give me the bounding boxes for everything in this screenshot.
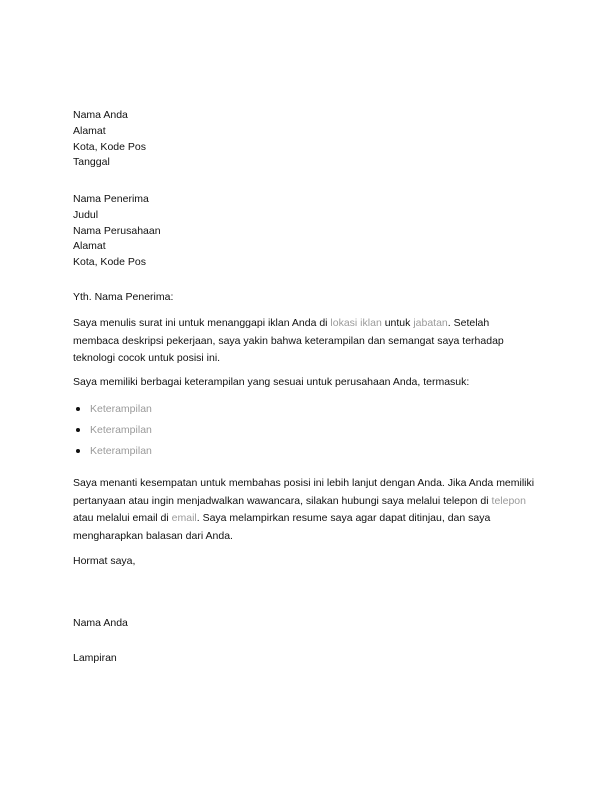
paragraph-closing bbox=[73, 475, 543, 545]
recipient-city: Kota, Kode Pos bbox=[73, 256, 146, 269]
list-item bbox=[73, 420, 553, 441]
enclosure-text: Lampiran bbox=[73, 652, 117, 664]
list-item bbox=[73, 441, 553, 462]
signature bbox=[73, 616, 553, 632]
paragraph-closing-text-3: . Saya melampirkan resume saya agar dapat ditinjau, dan saya mengharapkan balasan dari Anda. bbox=[73, 512, 491, 542]
sender-address: Alamat bbox=[73, 124, 106, 137]
recipient-title: Judul bbox=[73, 208, 99, 221]
bullet-icon bbox=[76, 407, 80, 411]
recipient-address: Alamat bbox=[73, 240, 106, 253]
enclosure bbox=[73, 651, 553, 667]
paragraph-intro-text-3: . Setelah membaca deskripsi pekerjaan, saya yakin bahwa keterampilan dan semangat saya terhadap teknologi cocok untuk posisi ini. bbox=[73, 317, 504, 364]
recipient-name: Nama Penerima bbox=[73, 193, 149, 205]
bullet-icon bbox=[76, 428, 80, 432]
salutation-text: Yth. Nama Penerima: bbox=[73, 291, 174, 303]
sender-name: Nama Anda bbox=[73, 109, 128, 121]
skill-text: Keterampilan bbox=[90, 403, 152, 415]
sender-block bbox=[73, 108, 553, 171]
skill-text: Keterampilan bbox=[90, 424, 152, 436]
salutation bbox=[73, 290, 553, 306]
bullet-icon bbox=[76, 449, 80, 453]
paragraph-closing-text-2: atau melalui email di bbox=[73, 512, 172, 524]
placeholder-phone: telepon bbox=[491, 494, 526, 507]
signature-name: Nama Anda bbox=[73, 617, 128, 629]
paragraph-skills-intro-text: Saya memiliki berbagai keterampilan yang sesuai untuk perusahaan Anda, termasuk: bbox=[73, 376, 470, 388]
skills-list bbox=[73, 399, 553, 462]
list-item bbox=[73, 399, 553, 420]
sender-city: Kota, Kode Pos bbox=[73, 140, 146, 153]
letter-date: Tanggal bbox=[73, 156, 110, 169]
paragraph-intro-text-2: untuk bbox=[381, 317, 414, 329]
paragraph-intro-text-1: Saya menulis surat ini untuk menanggapi iklan Anda di bbox=[73, 317, 331, 329]
closing bbox=[73, 554, 553, 570]
paragraph-intro bbox=[73, 315, 525, 368]
paragraph-skills-intro bbox=[73, 374, 553, 392]
placeholder-position: jabatan bbox=[413, 317, 448, 329]
recipient-block bbox=[73, 192, 553, 271]
placeholder-ad-location: lokasi iklan bbox=[330, 317, 382, 329]
recipient-company: Nama Perusahaan bbox=[73, 224, 161, 237]
placeholder-email: email bbox=[171, 512, 197, 524]
paragraph-closing-text-1: Saya menanti kesempatan untuk membahas posisi ini lebih lanjut dengan Anda. Jika Anda memiliki pertanyaan atau ingin menjadwalkan wawancara, silakan hubungi saya melalui telepon di bbox=[73, 477, 535, 507]
closing-text: Hormat saya, bbox=[73, 555, 136, 567]
skill-text: Keterampilan bbox=[90, 445, 152, 457]
